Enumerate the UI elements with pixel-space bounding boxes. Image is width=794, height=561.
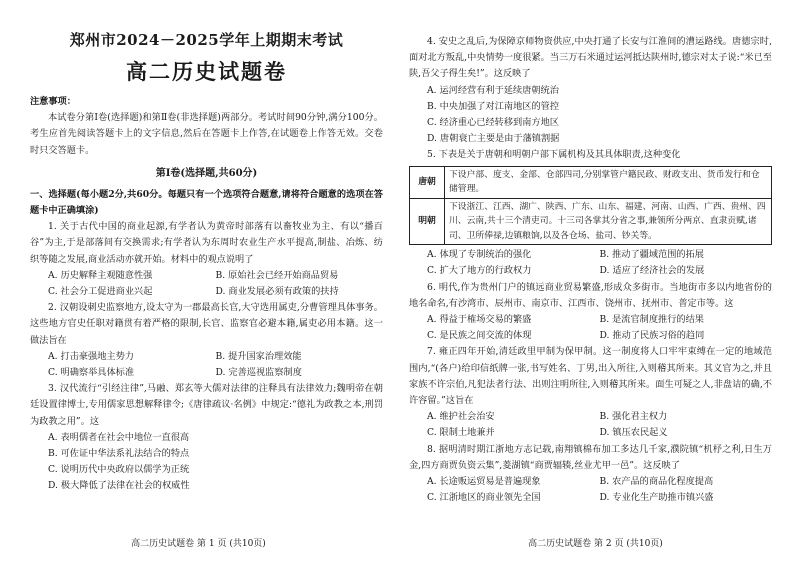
option-a: A. 长途贩运贸易是普遍现象 xyxy=(427,475,541,487)
option-d: D. 推动了民族习俗的趋同 xyxy=(599,330,705,342)
question-8-stem: 8. 据明清时期江浙地方志记载,南翔镇棉布加工多达几千家,濮院镇“机杼之利,日生万金,四方商贾负资云集”,菱湖镇“商贾辐辏,丝业尤甲一邑”。这反映了 xyxy=(409,443,772,471)
option-a: A. 维护社会治安 xyxy=(427,411,495,423)
exam-title: 郑州市2024－2025学年上期期末考试 xyxy=(69,31,344,49)
question-1-options xyxy=(30,268,383,300)
option-b: B. 可佐证中华法系礼法结合的特点 xyxy=(48,448,190,460)
option-d: D. 商业发展必须有政策的扶持 xyxy=(215,286,339,298)
option-c: C. 明确察举具体标准 xyxy=(48,367,135,379)
option-c: C. 江浙地区的商业领先全国 xyxy=(427,492,541,504)
option-c: C. 社会分工促进商业兴起 xyxy=(48,286,153,298)
question-4-options xyxy=(409,83,772,148)
option-a: A. 得益于榷场交易的繁盛 xyxy=(427,313,532,325)
option-d: D. 唐朝衰亡主要是由于藩镇割据 xyxy=(427,133,560,145)
question-5-table xyxy=(409,166,772,246)
question-7-stem: 7. 雍正四年开始,清廷政里甲制为保甲制。这一制度将人口牢牢束缚在一定的地域范围内,“(各户)给印信纸牌一张,书写姓名、丁男,出入所往,入则稽其所来。其义官为之,并且家族不许宗伯,凡犯法者行法、出则注明所往,入则稽其所来。面生可疑之人,非盘诘的确,不许容留。”这旨在 xyxy=(409,346,772,406)
option-a: A. 打击豪强地主势力 xyxy=(48,350,134,362)
question-4-stem: 4. 安史之乱后,为保障京师物资供应,中央打通了长安与江淮间的漕运路线。唐德宗时,面对北方叛乱,中央情势一度很紧。当三万石米通过运河抵达陕州时,德宗对太子说:“米已至陕,吾父子得生矣!”。这反映了 xyxy=(409,36,772,80)
option-b: B. 农产品的商品化程度提高 xyxy=(599,475,714,487)
option-a: A. 历史解释主观随意性强 xyxy=(48,269,153,281)
question-5-options xyxy=(409,247,772,279)
option-a: A. 体现了专制统治的强化 xyxy=(427,249,532,261)
option-c: C. 说明历代中央政府以儒学为正统 xyxy=(48,464,190,476)
option-c: C. 是民族之间交流的体现 xyxy=(427,330,532,342)
question-3-stem: 3. 汉代流行“引经注律”,马融、郑玄等大儒对法律的注释具有法律效力;魏明帝在朝廷设置律博士,专用儒家思想解释律令;《唐律疏议·名例》中规定:“德礼为政教之本,刑罚为政教之用”。这 xyxy=(30,383,383,427)
table-cell-dynasty: 唐朝 xyxy=(410,166,445,198)
option-d: D. 极大降低了法律在社会的权威性 xyxy=(48,480,190,492)
question-2-options xyxy=(30,349,383,381)
question-2-stem: 2. 汉朝设刺史监察地方,设太守为一郡最高长官,大守选用属吏,分曹管理具体事务。这些地方官史任职对籍贯有着严格的限制,长官、监察官必避本籍,属吏必用本籍。这一做法旨在 xyxy=(30,302,383,346)
subject-title: 高二历史试题卷 xyxy=(126,59,287,84)
option-c: C. 限制土地兼并 xyxy=(427,427,495,439)
table-cell-dynasty: 明朝 xyxy=(410,198,445,245)
option-b: B. 强化君主权力 xyxy=(599,411,668,423)
question-6-stem: 6. 明代,作为贵州门户的镇远商业贸易繁盛,形成众多街市。当地街市多以内地省份的地名命名,有沙湾市、辰州市、南京市、江西市、饶州市、抚州市、普定市等。这 xyxy=(409,281,772,309)
option-a: A. 运河经营有利于延续唐朝统治 xyxy=(427,84,559,96)
option-b: B. 是流官制度推行的结果 xyxy=(599,313,704,325)
option-b: B. 推动了疆域范围的拓展 xyxy=(599,249,704,261)
option-d: D. 专业化生产助推市镇兴盛 xyxy=(599,492,714,504)
option-d: D. 适应了经济社会的发展 xyxy=(599,265,705,277)
option-c: C. 扩大了地方的行政权力 xyxy=(427,265,532,277)
question-8-options xyxy=(409,474,772,506)
table-row xyxy=(410,166,772,198)
question-6-options xyxy=(409,312,772,344)
page-right xyxy=(397,0,794,561)
question-3-options xyxy=(30,430,383,495)
notice-text: 本试卷分第Ⅰ卷(选择题)和第Ⅱ卷(非选择题)两部分。考试时间90分钟,满分100分。考生应首先阅读答题卡上的文字信息,然后在答题卡上作答,在试题卷上作答无效。交卷时只交答题卡。 xyxy=(30,112,383,156)
option-b: B. 原始社会已经开始商品贸易 xyxy=(215,269,339,281)
question-1-stem: 1. 关于古代中国的商业起源,有学者认为黄帝时部落有以畜牧业为主、有以“播百谷”为主,于是部落间有交换需求;有学者认为东周时农业生产水平提高,制盐、冶炼、纺织等随之发展,商业活动亦就开始。材料中的观点说明了 xyxy=(30,221,383,265)
part-title: 第Ⅰ卷(选择题,共60分) xyxy=(155,167,258,179)
option-c: C. 经济重心已经转移到南方地区 xyxy=(427,117,559,129)
option-b: B. 提升国家治理效能 xyxy=(215,350,302,362)
option-a: A. 表明儒者在社会中地位一直很高 xyxy=(48,431,190,443)
notice-heading: 注意事项： xyxy=(30,96,76,107)
option-d: D. 完善巡视监察制度 xyxy=(215,367,302,379)
question-5-stem: 5. 下表是关于唐朝和明朝户部下属机构及其具体职责,这种变化 xyxy=(427,149,681,161)
table-row xyxy=(410,198,772,245)
question-7-options xyxy=(409,409,772,441)
table-cell-content: 下设户部、度支、金部、仓部四司,分别掌管户籍民政、财政支出、货币发行和仓储管理。 xyxy=(445,166,772,198)
option-b: B. 中央加强了对江南地区的管控 xyxy=(427,100,560,112)
option-d: D. 镇压农民起义 xyxy=(599,427,668,439)
section-intro: 一、选择题(每小题2分,共60分。每题只有一个选项符合题意,请将符合题意的选项在答题卡中正确填涂) xyxy=(30,188,383,217)
table-cell-content: 下设浙江、江西、湖广、陕西、广东、山东、福建、河南、山西、广西、贵州、四川、云南,共十三个清吏司。十三司各掌其分省之事,兼领所分两京、直隶贡赋,诸司、卫所俸禄,边镇粮饷,以及各仓场、盐司、钞关等。 xyxy=(445,198,772,245)
page-footer: 高二历史试题卷 第 2 页 (共10页) xyxy=(528,539,663,549)
page-footer: 高二历史试题卷 第 1 页 (共10页) xyxy=(131,539,266,549)
